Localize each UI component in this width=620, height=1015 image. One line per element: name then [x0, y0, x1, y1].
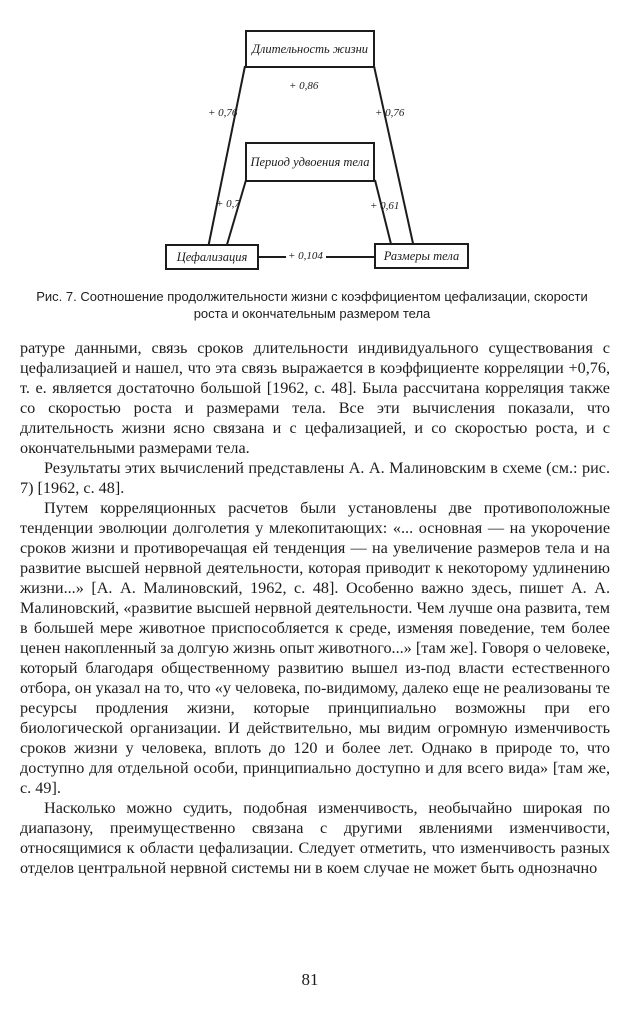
coef-period-bodysize: + 0,61	[370, 200, 400, 212]
correlation-diagram	[0, 0, 620, 285]
box-doubling-period-label: Период удвоения тела	[250, 155, 370, 169]
figure-caption: Рис. 7. Соотношение продолжительности жизни с коэффициентом цефализации, скорости роста и окончательным размером тела	[36, 289, 588, 321]
line-lifespan-cephalization	[208, 66, 245, 248]
coef-lifespan-cephalization: + 0,76	[208, 107, 238, 119]
box-body-size	[374, 243, 469, 269]
paragraph: ратуре данными, связь сроков длительности индивидуального существования с цефализацией и нашел, что эта связь выражается в коэффициенте корреляции +0,76, т. е. является достаточно большой [1962, с. 48]. Была рассчитана корреляция также со скоростью роста и размерами тела. Все эти вычисления показали, что длительность жизни ясно связана и с цефализацией, и со скоростью роста, и с окончательными размерами тела.	[20, 339, 610, 457]
box-lifespan	[245, 30, 375, 68]
coef-lifespan-period: + 0,86	[289, 80, 319, 92]
box-cephalization	[165, 244, 259, 270]
coef-period-cephalization: + 0,7	[216, 198, 240, 210]
box-lifespan-label: Длительность жизни	[251, 42, 369, 56]
page-number: 81	[301, 970, 319, 989]
line-period-cephalization	[226, 180, 246, 248]
box-cephalization-label: Цефализация	[176, 250, 248, 264]
box-doubling-period	[245, 142, 375, 182]
body-text	[20, 338, 610, 878]
coef-lifespan-bodysize: + 0,76	[375, 107, 405, 119]
box-body-size-label: Размеры тела	[383, 249, 460, 263]
paragraph: Насколько можно судить, подобная изменчивость, необычайно широкая по диапазону, преимущественно связана с другими явлениями изменчивости, относящимися к области цефализации. Следует отметить, что изменчивость разных отделов центральной нервной системы ни в коем случае не может быть однозначно	[20, 799, 610, 877]
coef-cephalization-bodysize: + 0,104	[288, 250, 323, 262]
paragraph: Путем корреляционных расчетов были установлены две противоположные тенденции эволюции долголетия у млекопитающих: «... основная — на укорочение сроков жизни и противоречащая ей тенденция — на увеличение размеров тела и на развитие высшей нервной деятельности, которая приводит к некоторому удлинению жизни...» [А. А. Малиновский, 1962, с. 48]. Особенно важно здесь, пишет А. А. Малиновский, «развитие высшей нервной деятельности. Чем лучше она развита, тем в большей мере животное приспособляется к среде, изменяя поведение, тем более ценен накопленный за долгую жизнь опыт животного...» [там же]. Говоря о человеке, который благодаря общественному развитию вышел из-под власти естественного отбора, он указал на то, что «у человека, по-видимому, далеко еще не реализованы те ресурсы продления жизни, которые принципиально возможны при его биологической организации. И действительно, мы видим огромную изменчивость сроков жизни у человека, вплоть до 120 и более лет. Однако в природе то, что доступно для отдельной особи, принципиально доступно и для всего вида» [там же, с. 49].	[20, 499, 610, 797]
paragraph: Результаты этих вычислений представлены А. А. Малиновским в схеме (см.: рис. 7) [1962, с. 48].	[20, 459, 610, 497]
line-period-bodysize	[375, 180, 392, 248]
line-lifespan-bodysize	[374, 66, 414, 248]
